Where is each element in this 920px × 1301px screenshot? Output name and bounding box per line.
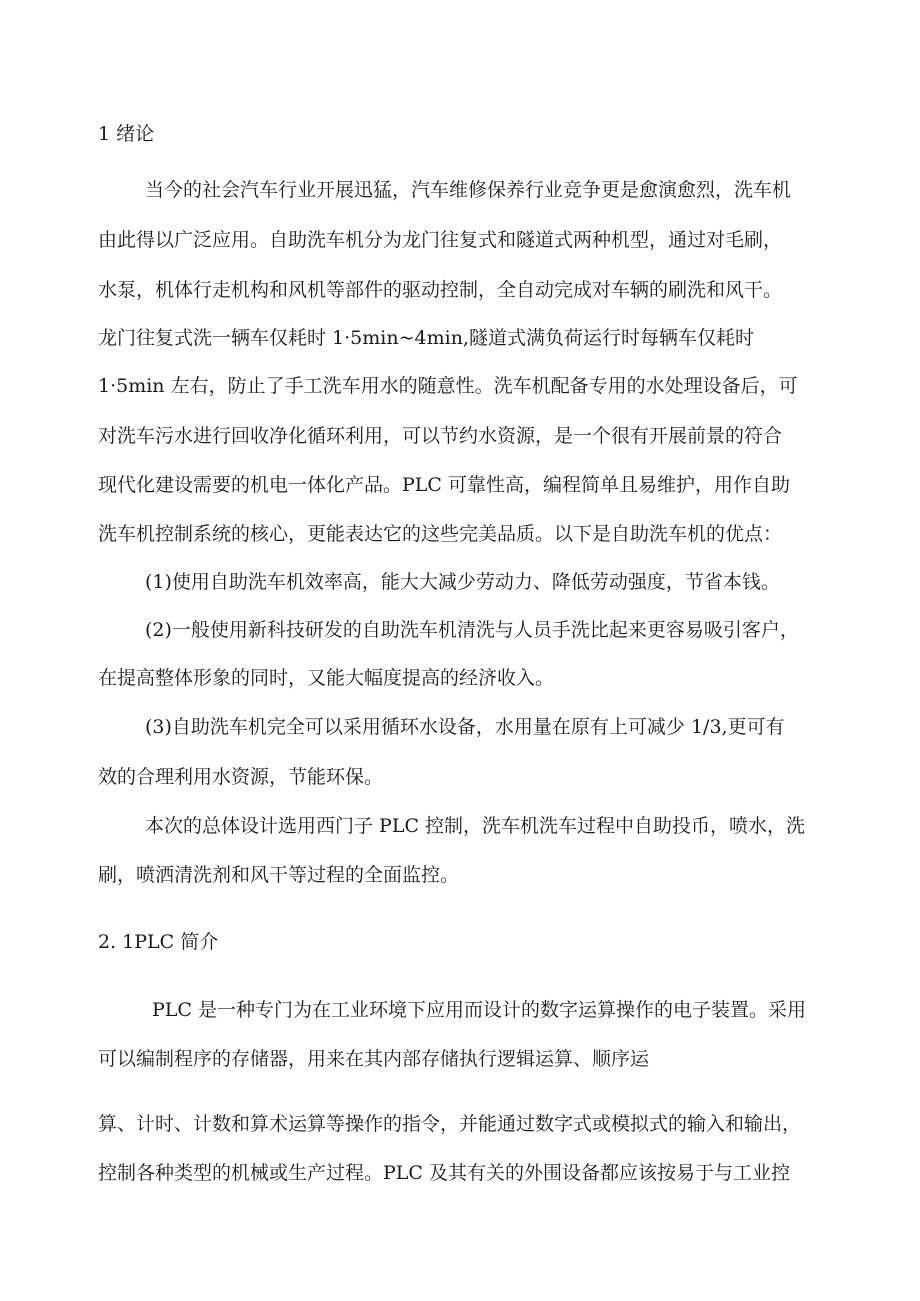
paragraph-line: PLC 是一种专门为在工业环境下应用而设计的数字运算操作的电子装置。采用 xyxy=(152,999,806,1021)
paragraph-line: 现代化建设需要的机电一体化产品。PLC 可靠性高，编程简单且易维护，用作自助 xyxy=(98,474,790,496)
paragraph-line: 龙门往复式洗一辆车仅耗时 1·5min~4min,隧道式满负荷运行时每辆车仅耗时 xyxy=(98,327,754,349)
paragraph-line: 水泵，机体行走机构和风机等部件的驱动控制，全自动完成对车辆的刷洗和风干。 xyxy=(98,279,783,301)
list-item: (1)使用自助洗车机效率高，能大大减少劳动力、降低劳动强度，节省本钱。 xyxy=(145,571,780,593)
list-item-continuation: 在提高整体形象的同时，又能大幅度提高的经济收入。 xyxy=(98,667,555,689)
paragraph-line: 算、计时、计数和算术运算等操作的指令，并能通过数字式或模拟式的输入和输出， xyxy=(98,1113,802,1135)
paragraph-line: 刷，喷洒清洗剂和风干等过程的全面监控。 xyxy=(98,864,460,886)
paragraph-line: 洗车机控制系统的核心，更能表达它的这些完美品质。以下是自助洗车机的优点： xyxy=(98,523,783,545)
paragraph-line: 控制各种类型的机械或生产过程。PLC 及其有关的外围设备都应该按易于与工业控 xyxy=(98,1162,790,1184)
paragraph-line: 对洗车污水进行回收净化循环利用，可以节约水资源，是一个很有开展前景的符合 xyxy=(98,425,783,447)
list-item: (2)一般使用新科技研发的自助洗车机清洗与人员手洗比起来更容易吸引客户， xyxy=(145,619,799,641)
paragraph-line: 当今的社会汽车行业开展迅猛，汽车维修保养行业竞争更是愈演愈烈，洗车机 xyxy=(145,179,792,201)
paragraph-line: 本次的总体设计选用西门子 PLC 控制，洗车机洗车过程中自助投币，喷水，洗 xyxy=(145,815,806,837)
section-1-heading: 1 绪论 xyxy=(98,123,155,145)
paragraph-line: 可以编制程序的存储器，用来在其内部存储执行逻辑运算、顺序运 xyxy=(98,1048,650,1070)
list-item: (3)自助洗车机完全可以采用循环水设备，水用量在原有上可减少 1/3,更可有 xyxy=(145,716,785,738)
paragraph-line: 由此得以广泛应用。自助洗车机分为龙门往复式和隧道式两种机型，通过对毛刷， xyxy=(98,229,783,251)
paragraph-line: 1·5min 左右，防止了手工洗车用水的随意性。洗车机配备专用的水处理设备后，可 xyxy=(98,375,798,397)
section-2-heading: 2. 1PLC 简介 xyxy=(98,931,219,953)
list-item-continuation: 效的合理利用水资源，节能环保。 xyxy=(98,766,384,788)
